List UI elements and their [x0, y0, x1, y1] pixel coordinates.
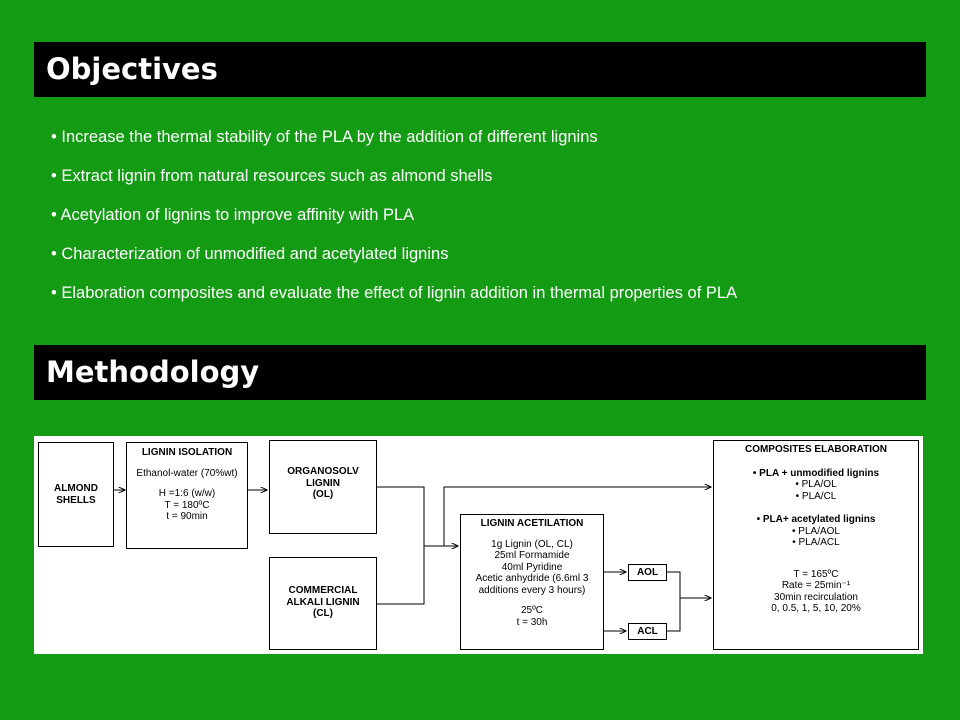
- composites-recirculation: 30min recirculation: [774, 591, 858, 603]
- acetylation-temp: 25ºC: [521, 605, 543, 616]
- composites-title: COMPOSITES ELABORATION: [744, 444, 888, 455]
- isolation-ratio: H =1:6 (w/w): [158, 488, 216, 499]
- lignin-isolation-box: [126, 442, 248, 549]
- aol-box: [628, 564, 667, 581]
- objectives-title: Objectives: [46, 52, 218, 86]
- methodology-diagram: [34, 436, 923, 654]
- composites-acetylated-heading: • PLA+ acetylated lignins: [756, 514, 876, 525]
- isolation-temp: T = 180ºC: [164, 499, 210, 511]
- isolation-title: LIGNIN ISOLATION: [141, 447, 233, 458]
- acetylation-line: 40ml Pyridine: [501, 561, 563, 573]
- objectives-list: [51, 122, 737, 317]
- isolation-time: t = 90min: [166, 511, 208, 522]
- isolation-solvent: Ethanol-water (70%wt): [136, 467, 238, 479]
- composites-temp: T = 165ºC: [793, 568, 839, 580]
- composites-item: • PLA/OL: [795, 479, 837, 490]
- lignin-acetylation-box: [460, 514, 604, 650]
- acetylation-line: Acetic anhydride (6.6ml 3: [475, 573, 589, 584]
- line-organosolv-merge: [377, 487, 424, 546]
- commercial-label-3: (CL): [313, 608, 333, 619]
- acl-label: ACL: [637, 626, 658, 637]
- composites-rate: Rate = 25min⁻¹: [781, 580, 851, 591]
- objectives-header: [34, 42, 926, 97]
- composites-elaboration-box: [713, 440, 919, 650]
- acetylation-line: 25ml Formamide: [494, 550, 570, 561]
- objective-item: • Extract lignin from natural resources such as almond shells: [51, 161, 737, 200]
- acetylation-title: LIGNIN ACETILATION: [480, 518, 584, 529]
- composites-unmodified-heading: • PLA + unmodified lignins: [752, 467, 880, 479]
- commercial-lignin-box: [269, 557, 377, 650]
- methodology-header: [34, 345, 926, 400]
- objective-item: • Acetylation of lignins to improve affinity with PLA: [51, 200, 737, 239]
- composites-percentages: 0, 0.5, 1, 5, 10, 20%: [771, 603, 861, 614]
- line-aol-merge: [667, 572, 680, 631]
- almond-shells-box: [38, 442, 114, 547]
- almond-label-2: SHELLS: [56, 494, 96, 506]
- acetylation-line: additions every 3 hours): [478, 584, 586, 596]
- composites-item: • PLA/ACL: [792, 537, 840, 548]
- methodology-title: Methodology: [46, 355, 260, 389]
- organosolv-label-2: LIGNIN: [306, 477, 340, 489]
- objective-item: • Elaboration composites and evaluate the effect of lignin addition in thermal properties of PLA: [51, 278, 737, 317]
- aol-label: AOL: [636, 567, 659, 578]
- composites-item: • PLA/CL: [795, 490, 837, 502]
- composites-item: • PLA/AOL: [792, 525, 840, 537]
- line-commercial-merge: [377, 546, 424, 604]
- almond-label-1: ALMOND: [54, 483, 98, 494]
- objective-item: • Characterization of unmodified and acetylated lignins: [51, 239, 737, 278]
- acetylation-time: t = 30h: [516, 616, 548, 628]
- organosolv-label-1: ORGANOSOLV: [287, 466, 359, 477]
- objective-item: • Increase the thermal stability of the PLA by the addition of different lignins: [51, 122, 737, 161]
- commercial-label-2: ALKALI LIGNIN: [286, 596, 360, 608]
- organosolv-lignin-box: [269, 440, 377, 534]
- commercial-label-1: COMMERCIAL: [288, 585, 358, 596]
- organosolv-label-3: (OL): [312, 489, 334, 500]
- acl-box: [628, 623, 667, 640]
- acetylation-line: 1g Lignin (OL, CL): [491, 538, 573, 550]
